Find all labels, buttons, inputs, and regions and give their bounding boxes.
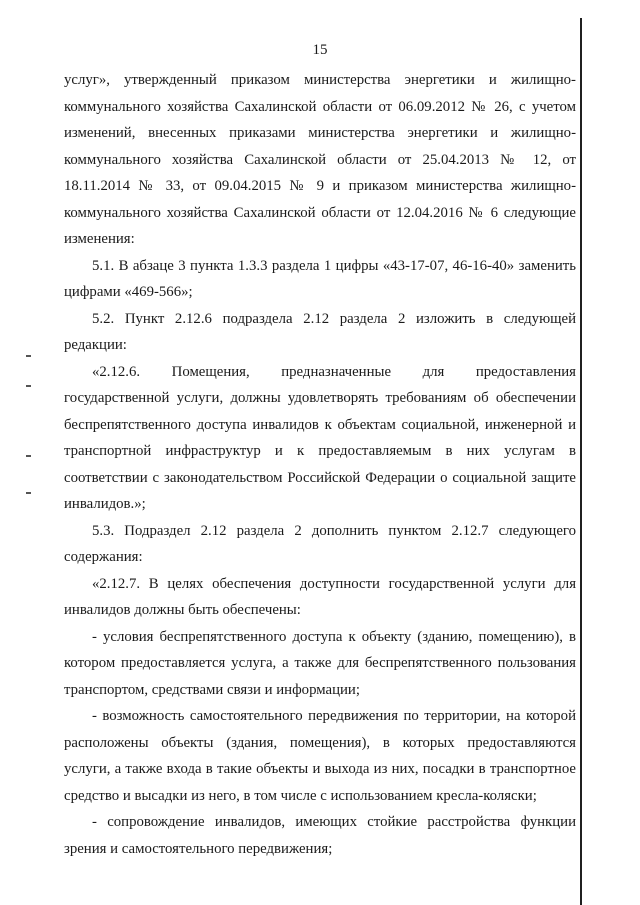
text-line: - условия беспрепятственного доступа к объекту (зданию, помещению), в — [92, 628, 576, 645]
text-line: беспрепятственного доступа инвалидов к объектам социальной, инженерной и — [64, 416, 576, 433]
text-line: - сопровождение инвалидов, имеющих стойкие расстройства функции — [92, 814, 576, 830]
text-line: 18.11.2014 № 33, от 09.04.2015 № 9 и приказом министерства жилищно- — [64, 178, 576, 194]
text-line: цифрами «469-566»; — [64, 284, 193, 300]
text-line: средство и высадки из него, в том числе с использованием кресла-коляски; — [64, 787, 537, 804]
text-line: транспортом, средствами связи и информации; — [64, 681, 360, 698]
text-line: «2.12.6. Помещения, предназначенные для предоставления — [92, 363, 576, 380]
text-line: 5.3. Подраздел 2.12 раздела 2 дополнить пунктом 2.12.7 следующего — [92, 522, 576, 539]
text-line: - возможность самостоятельного передвижения по территории, на которой — [92, 708, 576, 724]
text-line: расположены объекты (здания, помещения), в которых предоставляются — [64, 734, 576, 751]
page-number: 15 — [312, 42, 328, 58]
text-line: содержания: — [64, 549, 143, 565]
text-line: услуг», утвержденный приказом министерства энергетики и жилищно- — [64, 72, 576, 88]
margin-mark — [26, 455, 31, 457]
text-line: инвалидов.»; — [64, 496, 146, 512]
text-line: транспортной инфраструктур и к предоставляемым в них услугам в — [64, 443, 576, 459]
text-line: 5.1. В абзаце 3 пункта 1.3.3 раздела 1 цифры «43-17-07, 46-16-40» заменить — [92, 257, 576, 274]
scan-page-edge — [580, 18, 582, 905]
document-body — [64, 67, 576, 862]
text-line: коммунального хозяйства Сахалинской области от 12.04.2016 № 6 следующие — [64, 204, 576, 221]
margin-mark — [26, 385, 31, 387]
text-line: котором предоставляется услуга, а также для беспрепятственного пользования — [64, 655, 576, 671]
text-line: «2.12.7. В целях обеспечения доступности государственной услуги для — [92, 575, 576, 592]
text-line: редакции: — [64, 337, 127, 353]
text-line: соответствии с законодательством Российской Федерации о социальной защите — [64, 469, 576, 486]
text-line: коммунального хозяйства Сахалинской области от 25.04.2013 № 12, от — [64, 151, 576, 168]
margin-mark — [26, 492, 31, 494]
text-line: зрения и самостоятельного передвижения; — [64, 840, 333, 857]
text-line: государственной услуги, должны удовлетворять требованиям об обеспечении — [64, 390, 576, 406]
text-line: 5.2. Пункт 2.12.6 подраздела 2.12 раздела 2 изложить в следующей — [92, 310, 576, 327]
text-line: услуги, а также входа в такие объекты и выхода из них, посадки в транспортное — [64, 761, 576, 777]
text-line: коммунального хозяйства Сахалинской области от 06.09.2012 № 26, с учетом — [64, 98, 576, 115]
text-line: инвалидов должны быть обеспечены: — [64, 602, 301, 618]
text-line: изменений, внесенных приказами министерства энергетики и жилищно- — [64, 125, 576, 141]
text-line: изменения: — [64, 231, 135, 247]
margin-mark — [26, 355, 31, 357]
